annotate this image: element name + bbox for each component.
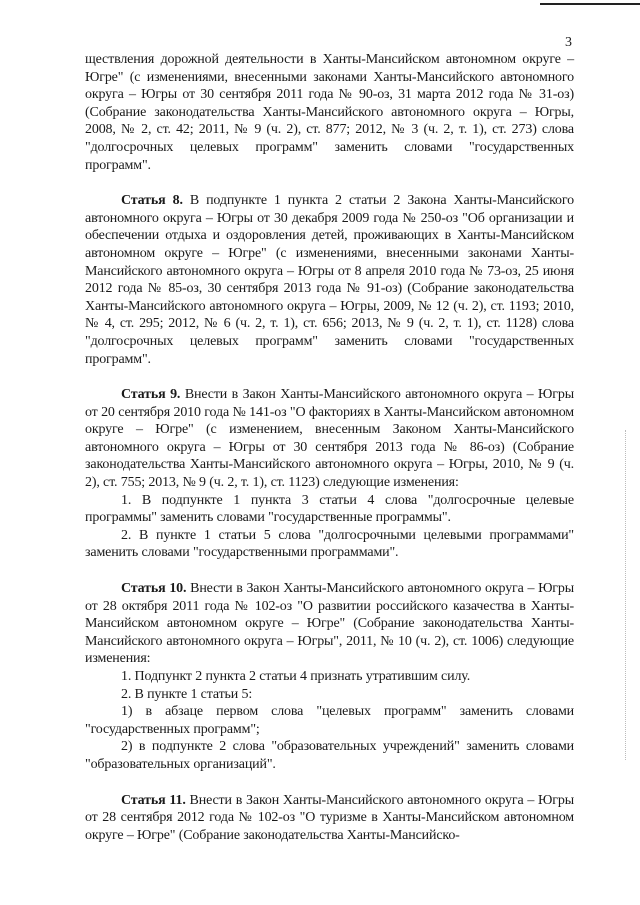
article-10-heading: Статья 10.	[121, 581, 187, 597]
article-9-text: Внести в Закон Ханты-Мансийского автономного округа – Югры от 20 сентября 2010 года № 141-оз "О факториях в Ханты-Мансийском автономном округе – Югре" (с изменением, внесенным Законом Ханты-Мансийского автономного округа – Югры от 30 сентября 2013 года № 86-оз) (Собрание законодательства Ханты-Мансийского автономного округа – Югры, 2010, № 9 (ч. 2), ст. 755; 2013, № 9 (ч. 2, т. 1), ст. 1123) следующие изменения:	[85, 387, 574, 491]
article-9-heading: Статья 9.	[121, 387, 181, 403]
article-9-item-1: 1. В подпункте 1 пункта 3 статьи 4 слова "долгосрочные целевые программы" заменить словами "государственные программы".	[85, 492, 574, 526]
top-rule	[540, 3, 640, 5]
article-8-text: В подпункте 1 пункта 2 статьи 2 Закона Ханты-Мансийского автономного округа – Югры от 30 декабря 2009 года № 250-оз "Об организации и обеспечении отдыха и оздоровления детей, проживающих в Ханты-Мансийском автономном округе – Югре" (с изменениями, внесенными законами Ханты-Мансийского автономного округа – Югры от 8 апреля 2010 года № 73-оз, 25 июня 2012 года № 85-оз, 30 сентября 2013 года № 91-оз) (Собрание законодательства Ханты-Мансийского автономного округа – Югры, 2009, № 12 (ч. 2), ст. 1193; 2010, № 4, ст. 295; 2012, № 6 (ч. 2, т. 1), ст. 656; 2013, № 9 (ч. 2, т. 1), ст. 1128) слова "долгосрочных целевых программ" заменить словами "государственных программ".	[85, 193, 574, 367]
document-body	[85, 51, 574, 844]
article-10-item-3: 1) в абзаце первом слова "целевых программ" заменить словами "государственных программ";	[85, 704, 574, 737]
article-10-text: Внести в Закон Ханты-Мансийского автономного округа – Югры от 28 октября 2011 года № 102-оз "О развитии российского казачества в Ханты-Мансийском автономном округе – Югре" (Собрание законодательства Ханты-Мансийского автономного округа – Югры", 2011, № 10 (ч. 2), ст. 1006) следующие изменения:	[85, 581, 575, 667]
article-11-text: Внести в Закон Ханты-Мансийского автономного округа – Югры от 28 сентября 2012 года № 102-оз "О туризме в Ханты-Мансийском автономном округе – Югре" (Собрание законодательства Ханты-Мансийско-	[85, 792, 574, 843]
article-10	[85, 580, 574, 668]
article-8-heading: Статья 8.	[121, 193, 183, 209]
scan-artifact	[623, 430, 626, 760]
article-8	[85, 192, 574, 368]
article-10-item-2: 2. В пункте 1 статьи 5:	[121, 686, 253, 702]
article-11-heading: Статья 11.	[121, 792, 186, 808]
intro-paragraph: ществления дорожной деятельности в Ханты-Мансийском автономном округе – Югре" (с изменениями, внесенными законами Ханты-Мансийского автономного округа – Югры от 30 сентября 2011 года № 90-оз, 31 марта 2012 года № 31-оз) (Собрание законодательства Ханты-Мансийского автономного округа – Югры, 2008, № 2, ст. 42; 2011, № 9 (ч. 2), ст. 877; 2012, № 3 (ч. 2, т. 1), ст. 273) слова "долгосрочных целевых программ" заменить словами "государственных программ".	[85, 52, 574, 173]
article-9	[85, 386, 574, 492]
page-number: 3	[565, 35, 572, 50]
article-9-item-2: 2. В пункте 1 статьи 5 слова "долгосрочными целевыми программами" заменить словами "государственными программами".	[85, 527, 574, 561]
article-10-item-4: 2) в подпункте 2 слова "образовательных учреждений" заменить словами "образовательных организаций".	[85, 739, 574, 772]
article-10-item-1: 1. Подпункт 2 пункта 2 статьи 4 признать утратившим силу.	[121, 669, 471, 684]
article-11	[85, 792, 574, 845]
